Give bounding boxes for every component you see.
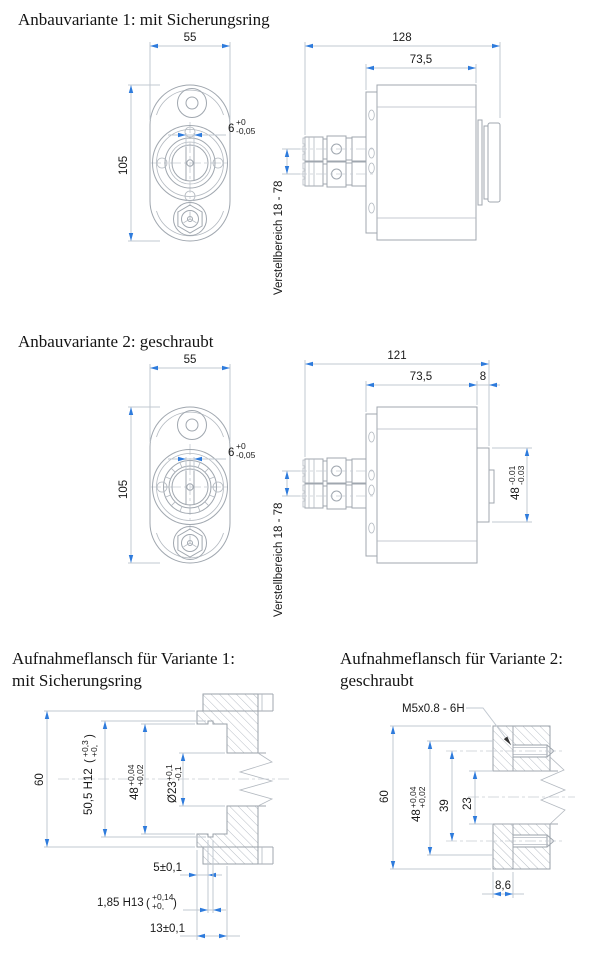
variant2-front-view [150,407,230,563]
bottom-hex-bolt [174,527,207,560]
variant2-side-dim-body [366,371,477,412]
flange2-cross-section [468,726,575,869]
dim-50-5-upper: +0,3 [80,740,90,757]
variant1-side-dim-total [305,32,500,135]
dim-8-6: 8,6 [495,880,511,892]
tapped-hole-bottom [505,835,562,847]
variant1-front-view [150,85,230,241]
dim-5: 5±0,1 [153,862,182,874]
top-mount-hole [178,89,207,118]
break-line [240,753,272,806]
flange2-dim-plate-thickness [482,872,524,898]
top-mount-hole [178,411,207,440]
dim-48-upper: +0,04 [126,764,136,786]
variant1-title: Anbauvariante 1: mit Sicherungsring [18,10,270,29]
dim-121: 121 [387,350,407,362]
dim-105: 105 [118,479,130,499]
dim-73-5: 73,5 [409,54,433,66]
variant1-side-view [296,85,500,240]
flange2-title-line1: Aufnahmeflansch für Variante 2: [340,649,563,668]
dim-73-5: 73,5 [409,371,433,383]
main-body [377,85,476,240]
dim-6-upper: +0 [236,117,246,127]
dim-d23-upper: +0,1 [164,764,174,781]
dim-48-spigot-upper: -0.01 [507,465,517,485]
dim-6-lower: -0,05 [236,126,256,136]
variant1-section [18,10,500,295]
dim-48-lower: +0,02 [135,764,145,786]
dim-6: 6 [228,123,235,135]
dim-6-lower: -0,05 [236,450,256,460]
paren-open: ( [146,898,150,910]
variant2-side-dim-total [305,350,489,457]
dim-48: 48 [411,809,423,822]
flange2-dim-outer [379,726,491,869]
range-label: Verstellbereich 18 - 78 [273,502,285,617]
flange1-title-line2: mit Sicherungsring [12,671,142,690]
flange1-title-line1: Aufnahmeflansch für Variante 1: [12,649,235,668]
variant2-side-dim-end [477,371,500,446]
dim-50-5: 50,5 H12 [83,768,95,815]
locking-ring-stack [478,120,500,205]
dim-6: 6 [228,447,235,459]
dim-60: 60 [379,790,391,803]
dim-48-spigot-lower: -0.03 [516,465,526,485]
flange2-title-line2: geschraubt [340,671,414,690]
main-body [377,407,477,563]
dim-39: 39 [439,799,451,812]
dim-55: 55 [183,354,197,366]
dim-48-upper: +0,04 [408,786,418,808]
tapped-hole-top [505,745,562,757]
dim-d23-lower: -0,1 [173,766,183,781]
flange-plate [366,92,377,233]
dim-1-85-lower: +0, [152,901,165,911]
paren-close: ) [173,898,177,910]
bottom-hex-bolt [174,203,207,236]
variant2-adjustment-range [273,471,300,617]
flange2-dim-hole [462,771,477,824]
paren-open: ( [84,759,96,763]
variant1-adjustment-range [273,149,300,295]
flange-body-bottom [197,806,258,847]
flange1-dim-hole [164,753,225,806]
variant2-side-dim-spigot [492,448,532,522]
paren-close: ) [84,734,96,738]
dim-55: 55 [183,32,197,44]
dim-50-5-lower: +0, [89,744,99,757]
dim-128: 128 [392,32,412,44]
dim-48: 48 [129,787,141,800]
variant1-front-dim-width [150,32,230,120]
dim-60: 60 [34,773,46,786]
dim-105: 105 [118,155,130,175]
dim-6-upper: +0 [236,441,246,451]
flange-body-top [197,711,258,753]
thread-label: M5x0.8 - 6H [402,703,465,715]
variant2-front-dim-width [150,354,230,442]
rear-spigot [477,448,494,522]
variant2-section [18,332,532,617]
flange1-section [12,649,290,940]
range-label: Verstellbereich 18 - 78 [273,180,285,295]
dim-48-spigot: 48 [510,487,522,500]
dim-48-lower: +0,02 [417,786,427,808]
dim-8: 8 [479,371,487,383]
dim-13: 13±0,1 [149,923,185,935]
variant2-title: Anbauvariante 2: geschraubt [18,332,214,351]
variant2-side-view [296,407,494,563]
flange2-section [340,649,575,898]
dim-d23: Ø23 [167,781,179,803]
dim-1-85: 1,85 H13 [97,897,144,909]
dim-1-85-upper: +0,14 [152,892,174,902]
dim-23: 23 [462,797,474,810]
